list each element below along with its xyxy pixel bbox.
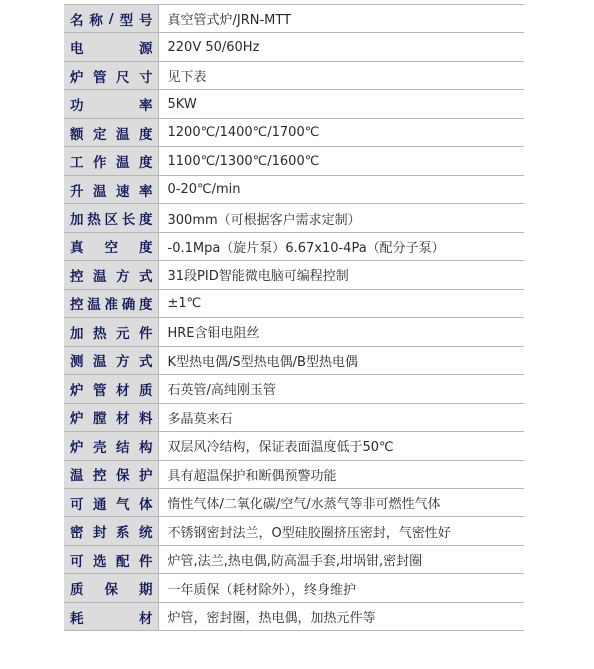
- spec-label: 加 热 元 件: [70, 325, 153, 342]
- spec-label-cell: [64, 175, 158, 203]
- spec-table-body: [64, 5, 524, 631]
- spec-row: [64, 61, 524, 89]
- spec-label-cell: [64, 261, 158, 289]
- spec-label-cell: [64, 204, 158, 232]
- spec-label-cell: [64, 90, 158, 118]
- spec-row: [64, 175, 524, 203]
- spec-label: 测 温 方 式: [70, 354, 153, 371]
- spec-value: 真空管式炉/JRN-MTT: [158, 5, 524, 33]
- spec-row: [64, 5, 524, 33]
- spec-label: 电 源: [70, 41, 153, 58]
- spec-label: 炉 膛 材 料: [70, 411, 153, 428]
- spec-row: [64, 261, 524, 289]
- spec-label: 加 热 区 长 度: [70, 212, 153, 229]
- spec-label-cell: [64, 403, 158, 431]
- spec-label-cell: [64, 375, 158, 403]
- spec-row: [64, 488, 524, 516]
- spec-row: [64, 289, 524, 317]
- spec-label: 真 空 度: [70, 240, 153, 257]
- spec-row: [64, 545, 524, 573]
- spec-row: [64, 517, 524, 545]
- spec-label: 质 保 期: [70, 582, 153, 599]
- spec-label-cell: [64, 5, 158, 33]
- spec-row: [64, 33, 524, 61]
- spec-label-cell: [64, 33, 158, 61]
- spec-label: 密 封 系 统: [70, 525, 153, 542]
- spec-label: 炉 管 尺 寸: [70, 69, 153, 86]
- spec-label-cell: [64, 488, 158, 516]
- spec-label-cell: [64, 318, 158, 346]
- spec-value: 石英管/高纯刚玉管: [158, 375, 524, 403]
- spec-value: 1100℃/1300℃/1600℃: [158, 147, 524, 175]
- spec-label-cell: [64, 118, 158, 146]
- spec-label: 温 控 保 护: [70, 468, 153, 485]
- spec-row: [64, 232, 524, 260]
- spec-label-cell: [64, 460, 158, 488]
- spec-label: 炉 管 材 质: [70, 382, 153, 399]
- spec-value: 31段PID智能微电脑可编程控制: [158, 261, 524, 289]
- spec-row: [64, 346, 524, 374]
- spec-label: 工 作 温 度: [70, 155, 153, 172]
- spec-label-cell: [64, 545, 158, 573]
- spec-label-cell: [64, 517, 158, 545]
- spec-row: [64, 147, 524, 175]
- spec-row: [64, 460, 524, 488]
- spec-value: 炉管,法兰,热电偶,防高温手套,坩埚钳,密封圈: [158, 545, 524, 573]
- spec-value: 5KW: [158, 90, 524, 118]
- spec-value: K型热电偶/S型热电偶/B型热电偶: [158, 346, 524, 374]
- spec-value: 一年质保（耗材除外），终身维护: [158, 574, 524, 602]
- spec-value: 炉管，密封圈，热电偶，加热元件等: [158, 602, 524, 630]
- spec-label: 控 温 准 确 度: [70, 297, 153, 314]
- spec-row: [64, 602, 524, 630]
- spec-value: 惰性气体/二氧化碳/空气/水蒸气等非可燃性气体: [158, 488, 524, 516]
- spec-label-cell: [64, 61, 158, 89]
- spec-value: ±1℃: [158, 289, 524, 317]
- spec-value: HRE含钼电阻丝: [158, 318, 524, 346]
- spec-label: 控 温 方 式: [70, 268, 153, 285]
- spec-row: [64, 432, 524, 460]
- spec-label: 可 选 配 件: [70, 553, 153, 570]
- spec-label: 炉 壳 结 构: [70, 439, 153, 456]
- spec-row: [64, 375, 524, 403]
- spec-label-cell: [64, 232, 158, 260]
- spec-label-cell: [64, 289, 158, 317]
- spec-label-cell: [64, 346, 158, 374]
- spec-value: 双层风冷结构，保证表面温度低于50℃: [158, 432, 524, 460]
- spec-row: [64, 204, 524, 232]
- spec-value: 多晶莫来石: [158, 403, 524, 431]
- spec-label: 耗 材: [70, 610, 153, 627]
- spec-label-cell: [64, 574, 158, 602]
- spec-row: [64, 574, 524, 602]
- spec-label-cell: [64, 432, 158, 460]
- spec-label-cell: [64, 602, 158, 630]
- spec-row: [64, 90, 524, 118]
- spec-value: 具有超温保护和断偶预警功能: [158, 460, 524, 488]
- spec-value: 见下表: [158, 61, 524, 89]
- spec-label: 额 定 温 度: [70, 126, 153, 143]
- spec-label: 升 温 速 率: [70, 183, 153, 200]
- spec-value: 不锈钢密封法兰，O型硅胶圈挤压密封，气密性好: [158, 517, 524, 545]
- spec-row: [64, 318, 524, 346]
- spec-row: [64, 118, 524, 146]
- spec-value: -0.1Mpa（旋片泵）6.67x10-4Pa（配分子泵）: [158, 232, 524, 260]
- spec-row: [64, 403, 524, 431]
- spec-value: 1200℃/1400℃/1700℃: [158, 118, 524, 146]
- spec-label-cell: [64, 147, 158, 175]
- spec-value: 0-20℃/min: [158, 175, 524, 203]
- spec-label: 可 通 气 体: [70, 496, 153, 513]
- spec-value: 220V 50/60Hz: [158, 33, 524, 61]
- spec-table: [64, 4, 524, 631]
- spec-label: 名 称 / 型 号: [70, 10, 153, 29]
- spec-value: 300mm（可根据客户需求定制）: [158, 204, 524, 232]
- spec-label: 功 率: [70, 98, 153, 115]
